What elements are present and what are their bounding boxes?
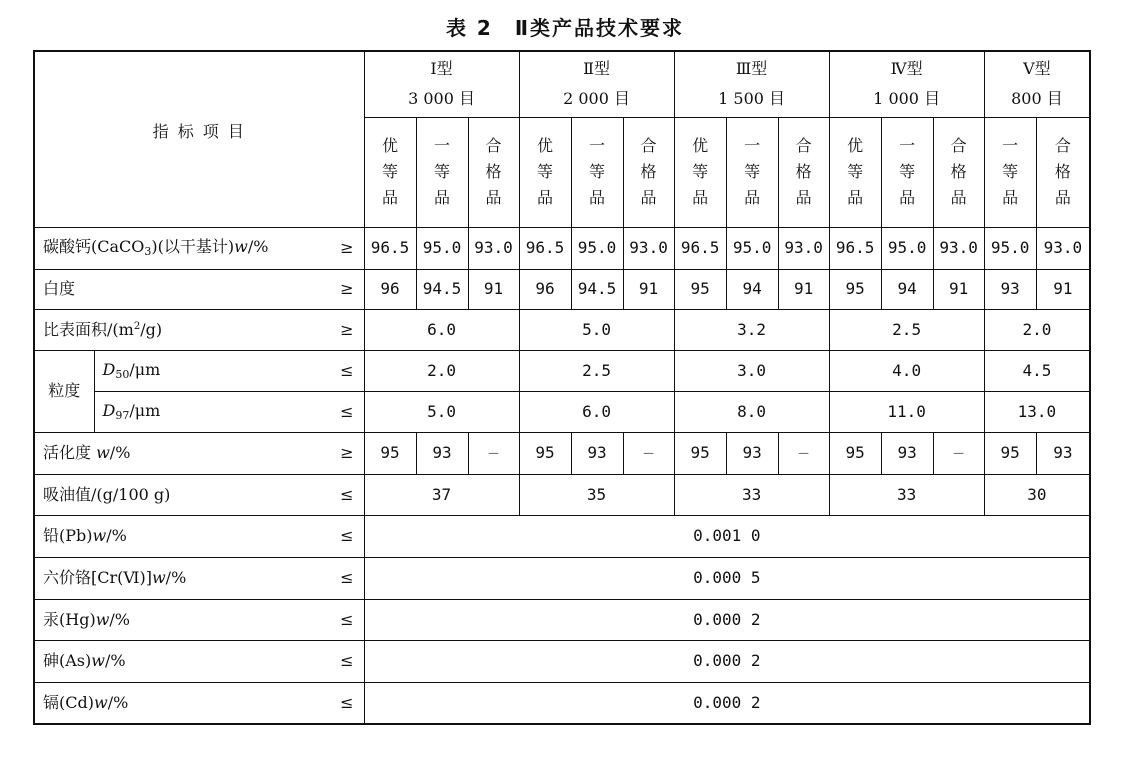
grade-header: 一 等 品: [416, 117, 468, 227]
value-cell: 91: [778, 269, 829, 309]
row-label: 碳酸钙(CaCO$_3$)(以干基计)w/% ≥: [34, 227, 364, 269]
row-label: 砷(As)w/% ≤: [34, 640, 364, 682]
row-group-label-particle: 粒度: [34, 350, 94, 432]
value-cell: 95.0: [416, 227, 468, 269]
value-cell: 91: [468, 269, 519, 309]
row-caco3: [34, 227, 1090, 269]
value-cell: 0.000 2: [364, 599, 1090, 640]
value-cell: 3.2: [674, 309, 829, 350]
grade-header: 一 等 品: [571, 117, 623, 227]
value-cell: 93: [1036, 432, 1090, 474]
grade-header: 优 等 品: [519, 117, 571, 227]
value-cell: 0.000 2: [364, 640, 1090, 682]
row-chromium: [34, 557, 1090, 599]
row-lead: [34, 515, 1090, 557]
row-label: 活化度 w/% ≥: [34, 432, 364, 474]
grade-header: 一 等 品: [984, 117, 1036, 227]
value-cell: —: [933, 432, 984, 474]
value-cell: 4.0: [829, 350, 984, 391]
comparison-symbol: ≥: [340, 443, 354, 462]
row-label: $D_{97}/\mu m$ ≤: [94, 391, 364, 432]
value-cell: 91: [933, 269, 984, 309]
value-cell: 95: [984, 432, 1036, 474]
value-cell: 93: [881, 432, 933, 474]
comparison-symbol: ≤: [340, 651, 354, 670]
value-cell: —: [623, 432, 674, 474]
value-cell: 93: [571, 432, 623, 474]
value-cell: 95: [829, 432, 881, 474]
row-label: 镉(Cd)w/% ≤: [34, 682, 364, 724]
value-cell: 94.5: [416, 269, 468, 309]
value-cell: 96.5: [829, 227, 881, 269]
value-cell: 93.0: [778, 227, 829, 269]
value-cell: 6.0: [364, 309, 519, 350]
value-cell: 91: [623, 269, 674, 309]
value-cell: 5.0: [519, 309, 674, 350]
value-cell: 2.5: [829, 309, 984, 350]
row-whiteness: [34, 269, 1090, 309]
value-cell: 95: [674, 269, 726, 309]
row-particle-d97: [34, 391, 1090, 432]
value-cell: 35: [519, 474, 674, 515]
comparison-symbol: ≤: [340, 692, 354, 712]
value-cell: 33: [829, 474, 984, 515]
value-cell: 93.0: [933, 227, 984, 269]
grade-header: 合 格 品: [933, 117, 984, 227]
value-cell: 93: [416, 432, 468, 474]
row-particle-d50: [34, 350, 1090, 391]
comparison-symbol: ≤: [340, 484, 354, 504]
value-cell: 95: [364, 432, 416, 474]
grade-header: 合 格 品: [468, 117, 519, 227]
value-cell: 95.0: [726, 227, 778, 269]
comparison-symbol: ≥: [340, 238, 354, 257]
value-cell: 93.0: [623, 227, 674, 269]
value-cell: —: [778, 432, 829, 474]
spec-table: [33, 50, 1091, 725]
value-cell: 6.0: [519, 391, 674, 432]
grade-header: 优 等 品: [674, 117, 726, 227]
grade-header: 优 等 品: [829, 117, 881, 227]
row-oil-absorption: [34, 474, 1090, 515]
type-header-1: Ⅰ型 3 000 目: [364, 51, 519, 117]
value-cell: 95.0: [984, 227, 1036, 269]
grade-header: 合 格 品: [1036, 117, 1090, 227]
grade-header: 合 格 品: [778, 117, 829, 227]
table-title: 表 2 Ⅱ类产品技术要求: [445, 16, 685, 40]
row-label: 比表面积$/(m^2/g)$ ≥: [34, 309, 364, 350]
value-cell: 96: [519, 269, 571, 309]
value-cell: —: [468, 432, 519, 474]
row-activation: [34, 432, 1090, 474]
value-cell: 95.0: [881, 227, 933, 269]
value-cell: 2.5: [519, 350, 674, 391]
comparison-symbol: ≥: [340, 319, 354, 339]
value-cell: 33: [674, 474, 829, 515]
value-cell: 95: [829, 269, 881, 309]
row-label: 吸油值/(g/100 g) ≤: [34, 474, 364, 515]
value-cell: 94: [881, 269, 933, 309]
comparison-symbol: ≤: [340, 401, 354, 421]
type-header-4: Ⅳ型 1 000 目: [829, 51, 984, 117]
header-indicator-item: [34, 51, 364, 227]
value-cell: 0.000 2: [364, 682, 1090, 724]
value-cell: 95: [674, 432, 726, 474]
value-cell: 37: [364, 474, 519, 515]
type-header-3: Ⅲ型 1 500 目: [674, 51, 829, 117]
row-specific-surface: [34, 309, 1090, 350]
value-cell: 0.001 0: [364, 515, 1090, 557]
grade-header: 一 等 品: [726, 117, 778, 227]
value-cell: 0.000 5: [364, 557, 1090, 599]
row-label: 汞(Hg)w/% ≤: [34, 599, 364, 640]
comparison-symbol: ≤: [340, 526, 354, 545]
row-arsenic: [34, 640, 1090, 682]
type-header-2: Ⅱ型 2 000 目: [519, 51, 674, 117]
value-cell: 96.5: [364, 227, 416, 269]
value-cell: 96.5: [519, 227, 571, 269]
row-label: 白度 ≥: [34, 269, 364, 309]
value-cell: 11.0: [829, 391, 984, 432]
value-cell: 30: [984, 474, 1090, 515]
row-cadmium: [34, 682, 1090, 724]
comparison-symbol: ≤: [340, 360, 354, 380]
row-mercury: [34, 599, 1090, 640]
value-cell: 96.5: [674, 227, 726, 269]
grade-header: 一 等 品: [881, 117, 933, 227]
value-cell: 95.0: [571, 227, 623, 269]
value-cell: 93: [984, 269, 1036, 309]
value-cell: 8.0: [674, 391, 829, 432]
value-cell: 95: [519, 432, 571, 474]
value-cell: 91: [1036, 269, 1090, 309]
value-cell: 93.0: [468, 227, 519, 269]
value-cell: 4.5: [984, 350, 1090, 391]
value-cell: 94: [726, 269, 778, 309]
comparison-symbol: ≥: [340, 279, 354, 298]
header-label: 指 标 项 目: [152, 122, 246, 142]
comparison-symbol: ≤: [340, 568, 354, 587]
value-cell: 3.0: [674, 350, 829, 391]
grade-header: 合 格 品: [623, 117, 674, 227]
type-header-5: Ⅴ型 800 目: [984, 51, 1090, 117]
value-cell: 5.0: [364, 391, 519, 432]
value-cell: 94.5: [571, 269, 623, 309]
value-cell: 13.0: [984, 391, 1090, 432]
value-cell: 93.0: [1036, 227, 1090, 269]
row-label: $D_{50}/\mu m$ ≤: [94, 350, 364, 391]
comparison-symbol: ≤: [340, 609, 354, 629]
row-label: 六价铬[Cr(Ⅵ)]w/% ≤: [34, 557, 364, 599]
value-cell: 93: [726, 432, 778, 474]
value-cell: 96: [364, 269, 416, 309]
grade-header: 优 等 品: [364, 117, 416, 227]
value-cell: 2.0: [984, 309, 1090, 350]
value-cell: 2.0: [364, 350, 519, 391]
row-label: 铅(Pb)w/% ≤: [34, 515, 364, 557]
